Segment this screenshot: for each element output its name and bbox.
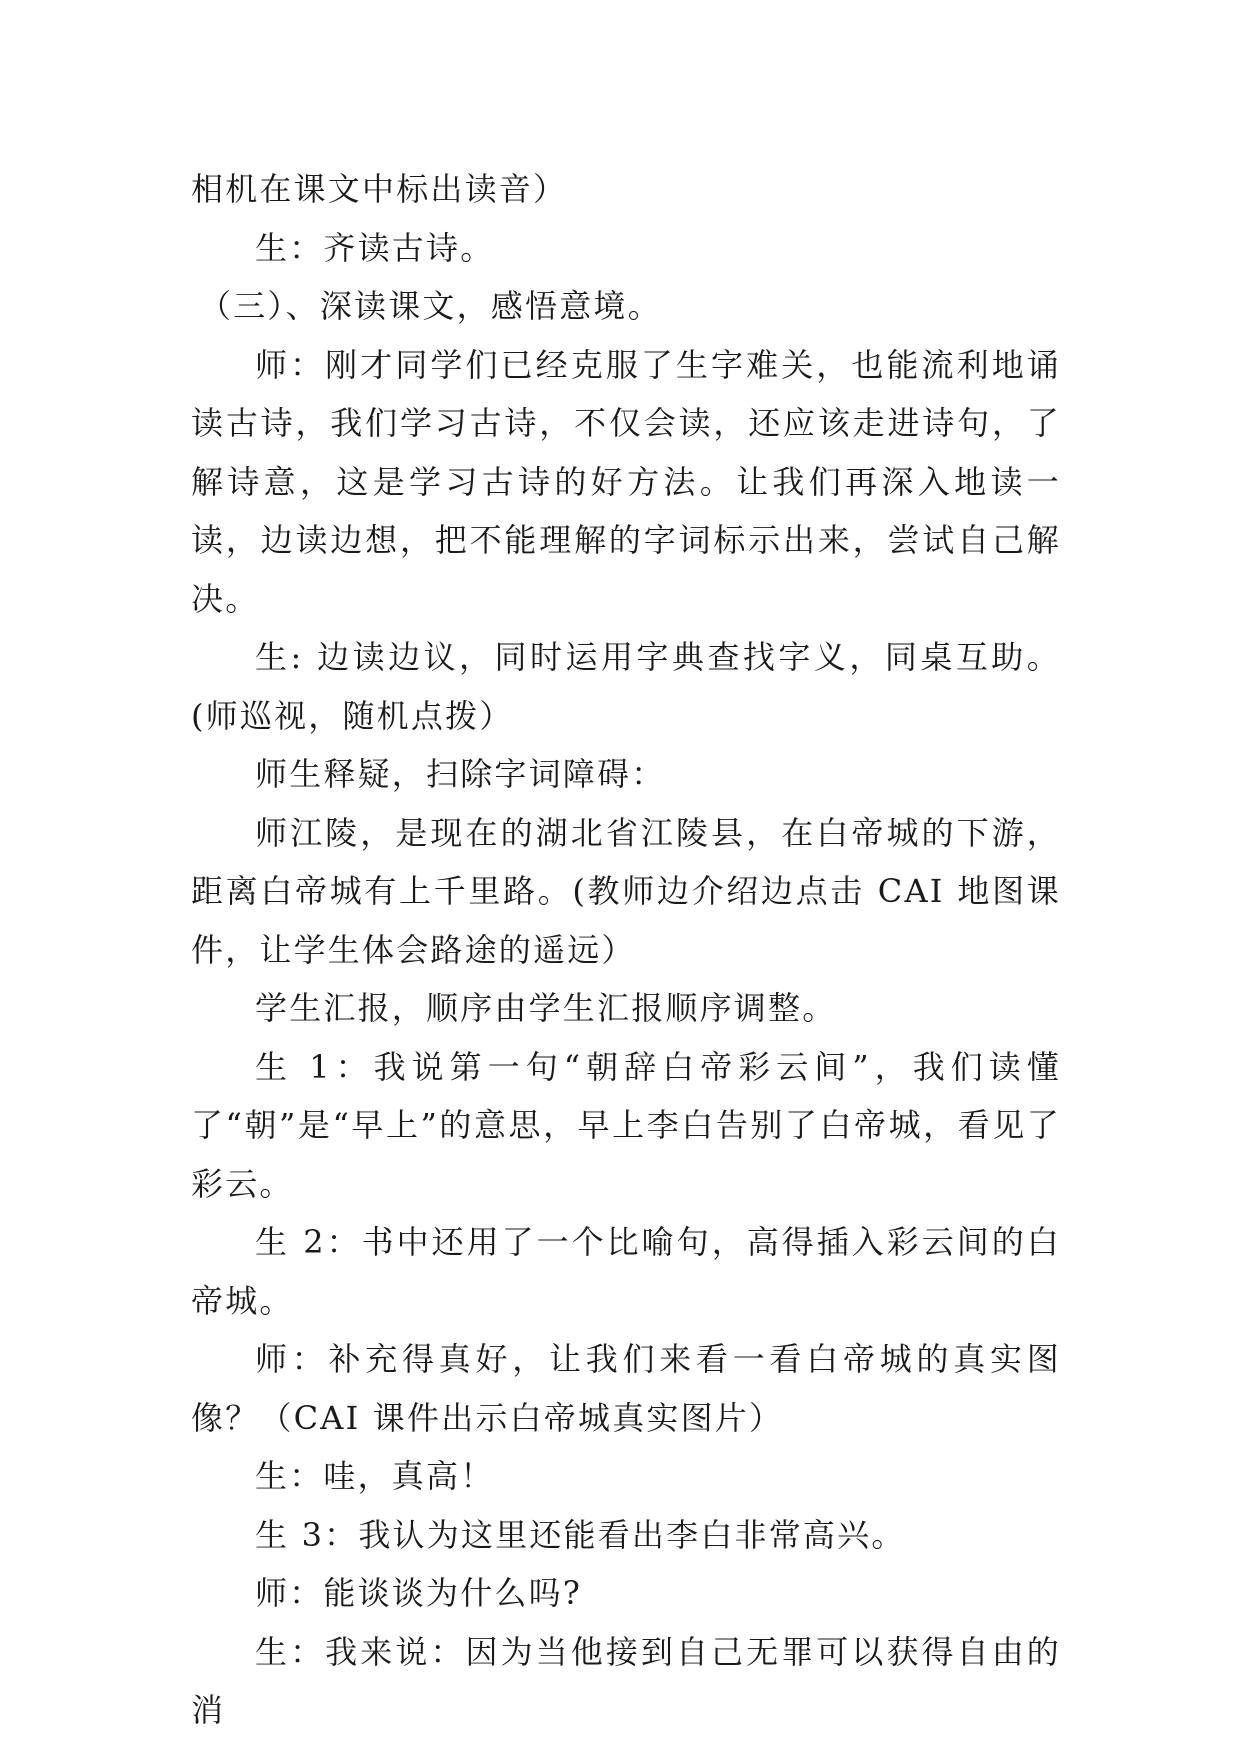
document-body xyxy=(191,160,1061,1740)
paragraph-continuation: 相机在课文中标出读音） xyxy=(191,170,568,208)
paragraph-jiangling: 师江陵，是现在的湖北省江陵县，在白帝城的下游，距离白帝城有上千里路。(教师边介绍边点击 CAI 地图课件，让学生体会路途的遥远） xyxy=(191,813,1061,969)
paragraph-student-wow: 生：哇，真高！ xyxy=(255,1457,495,1495)
paragraph-student-3: 生 3：我认为这里还能看出李白非常高兴。 xyxy=(255,1515,906,1554)
paragraph-student-reading: 生：齐读古诗。 xyxy=(255,228,495,267)
paragraph-teacher-intro: 师：刚才同学们已经克服了生字难关，也能流利地诵读古诗，我们学习古诗，不仅会读，还应该走进诗句，了解诗意，这是学习古诗的好方法。让我们再深入地读一读，边读边想，把不能理解的字词标示出来，尝试自己解决。 xyxy=(191,345,1061,618)
paragraph-clarify: 师生释疑，扫除字词障碍： xyxy=(255,755,666,793)
paragraph-student-1: 生 1：我说第一句“朝辞白帝彩云间”，我们读懂了“朝”是“早上”的意思，早上李白告别了白帝城，看见了彩云。 xyxy=(191,1047,1061,1203)
paragraph-teacher-why: 师：能谈谈为什么吗? xyxy=(255,1574,583,1612)
paragraph-report-order: 学生汇报，顺序由学生汇报顺序调整。 xyxy=(255,989,837,1027)
paragraph-teacher-image: 师：补充得真好，让我们来看一看白帝城的真实图像？（CAI 课件出示白帝城真实图片） xyxy=(191,1340,1061,1437)
section-heading: （三）、深读课文，感悟意境。 xyxy=(199,287,662,325)
paragraph-student-explain: 生：我来说：因为当他接到自己无罪可以获得自由的消 xyxy=(191,1632,1061,1729)
paragraph-student-discussion: 生: 边读边议，同时运用字典查找字义，同桌互助。(师巡视，随机点拨） xyxy=(191,638,1061,735)
paragraph-student-2: 生 2：书中还用了一个比喻句，高得插入彩云间的白帝城。 xyxy=(191,1223,1061,1320)
